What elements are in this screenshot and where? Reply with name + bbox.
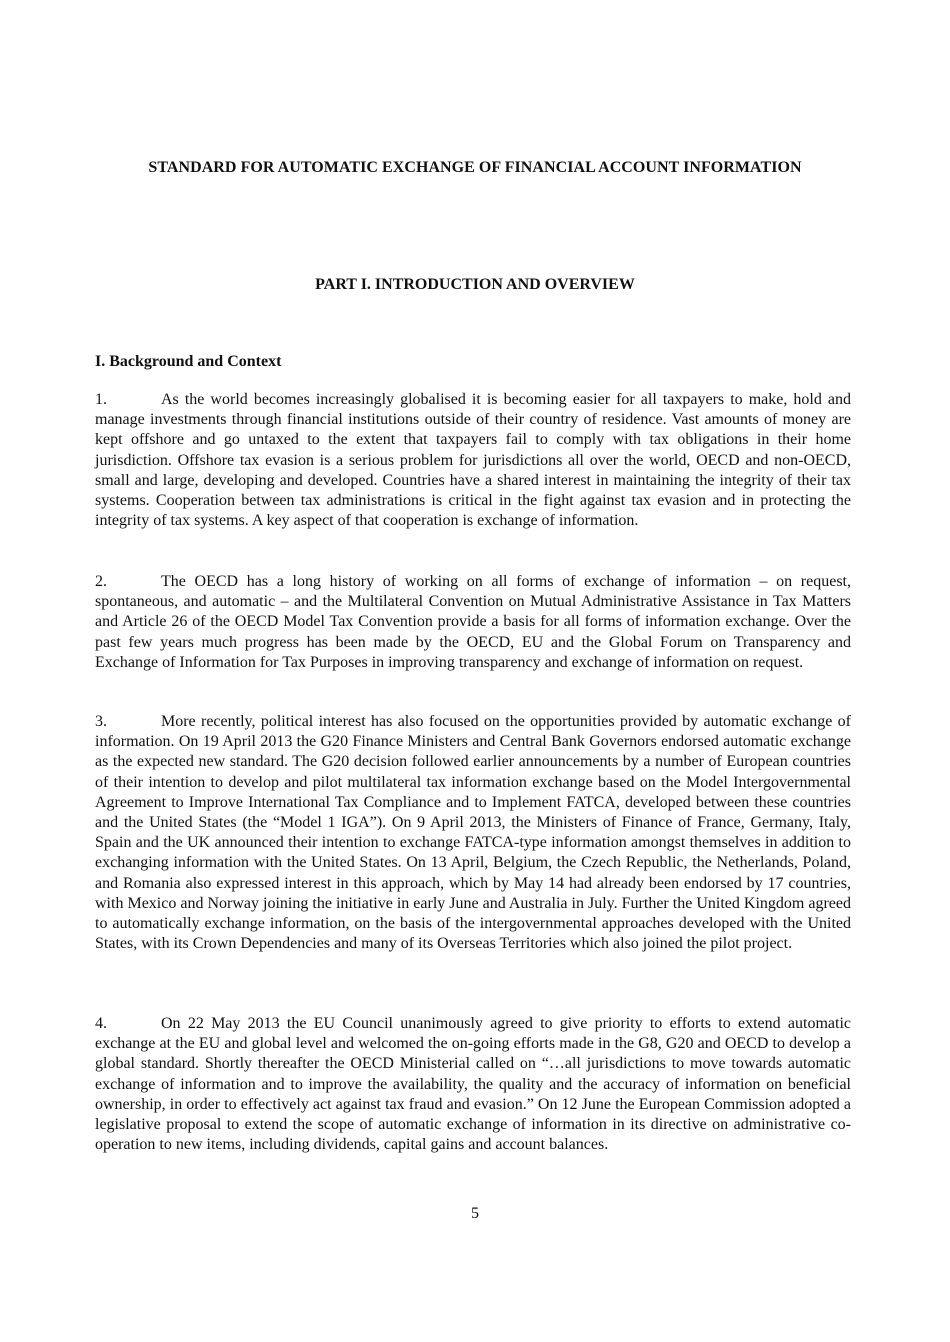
document-title: STANDARD FOR AUTOMATIC EXCHANGE OF FINANCIAL ACCOUNT INFORMATION	[148, 159, 802, 176]
section-heading: I. Background and Context	[95, 353, 282, 370]
paragraph-3	[95, 712, 851, 954]
paragraph-text: On 22 May 2013 the EU Council unanimously agreed to give priority to efforts to extend automatic exchange at the EU and global level and welcomed the on-going efforts made in the G8, G20 and OECD to develop a global standard. Shortly thereafter the OECD Ministerial called on “…all jurisdictions to move towards automatic exchange of information and to improve the availability, the quality and the accuracy of information on beneficial ownership, in order to effectively act against tax fraud and evasion.” On 12 June the European Commission adopted a legislative proposal to extend the scope of automatic exchange of information in its directive on administrative co-operation to new items, including dividends, capital gains and account balances.	[95, 1015, 851, 1154]
page-number: 5	[471, 1205, 479, 1222]
paragraph-number: 4.	[95, 1015, 107, 1032]
part-title: PART I. INTRODUCTION AND OVERVIEW	[315, 276, 635, 293]
paragraph-number: 1.	[95, 391, 107, 408]
paragraph-text: The OECD has a long history of working on all forms of exchange of information – on request, spontaneous, and automatic – and the Multilateral Convention on Mutual Administrative Assistance in Tax Matters and Article 26 of the OECD Model Tax Convention provide a basis for all forms of information exchange. Over the past few years much progress has been made by the OECD, EU and the Global Forum on Transparency and Exchange of Information for Tax Purposes in improving transparency and exchange of information on request.	[95, 573, 851, 671]
paragraph-number: 3.	[95, 713, 107, 730]
paragraph-4	[95, 1014, 851, 1155]
paragraph-2	[95, 572, 851, 673]
paragraph-text: More recently, political interest has also focused on the opportunities provided by automatic exchange of information. On 19 April 2013 the G20 Finance Ministers and Central Bank Governors endorsed automatic exchange as the expected new standard. The G20 decision followed earlier announcements by a number of European countries of their intention to develop and pilot multilateral tax information exchange based on the Model Intergovernmental Agreement to Improve International Tax Compliance and to Implement FATCA, developed between these countries and the United States (the “Model 1 IGA”). On 9 April 2013, the Ministers of Finance of France, Germany, Italy, Spain and the UK announced their intention to exchange FATCA-type information amongst themselves in addition to exchanging information with the United States. On 13 April, Belgium, the Czech Republic, the Netherlands, Poland, and Romania also expressed interest in this approach, which by May 14 had already been endorsed by 17 countries, with Mexico and Norway joining the initiative in early June and Australia in July. Further the United Kingdom agreed to automatically exchange information, on the basis of the intergovernmental approaches developed with the United States, with its Crown Dependencies and many of its Overseas Territories which also joined the pilot project.	[95, 713, 851, 953]
paragraph-1	[95, 390, 851, 531]
paragraph-number: 2.	[95, 573, 107, 590]
paragraph-text: As the world becomes increasingly globalised it is becoming easier for all taxpayers to make, hold and manage investments through financial institutions outside of their country of residence. Vast amounts of money are kept offshore and go untaxed to the extent that taxpayers fail to comply with tax obligations in their home jurisdiction. Offshore tax evasion is a serious problem for jurisdictions all over the world, OECD and non-OECD, small and large, developing and developed. Countries have a shared interest in maintaining the integrity of their tax systems. Cooperation between tax administrations is critical in the fight against tax evasion and in protecting the integrity of tax systems. A key aspect of that cooperation is exchange of information.	[95, 391, 851, 530]
